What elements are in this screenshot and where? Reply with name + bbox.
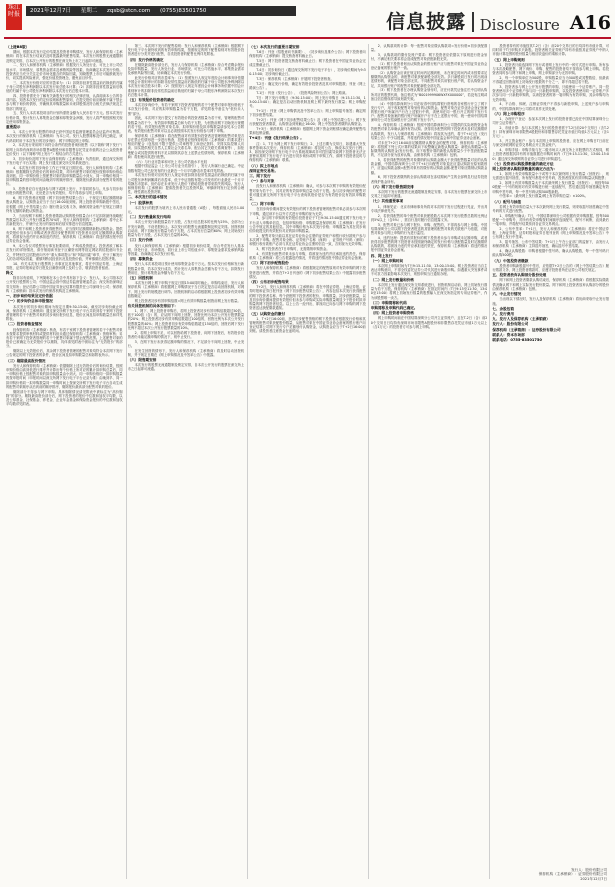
- body-paragraph: 对未在T+2日16:00前足额缴纳认购资金的配售对象，保荐机构（主承销商）将按照下列公式计算的结果向下取整确定新股认购数量：新股认购数量=实际缴纳的认购资金/发行价格。向下取整计算的新股认购数量少于中签获配数量的，不足部分视为放弃认购，由保荐机构（主承销商）包销。: [370, 140, 488, 158]
- body-paragraph: 在初步询价期间提交有效报价的网下投资者管理的配售对象必须参与本次网下申购，通过该平台以外方式进行申购的视为无效。: [249, 207, 366, 216]
- body-paragraph: 4、保荐机构（主承销商）按照中国结算深圳分公司提供的实际划拨资金有效配售对象名单确认最终有效认购。获得初步配售的网下投资者未及时足额缴纳认购款的，发行人与保荐机构（主承销商）将视其为违约，将于T+4日在《发行结果公告》中予以披露，并将违约情况报中国证监会和中国证券业协会备案。: [370, 123, 488, 140]
- footer-date: 2021年12月7日: [580, 876, 607, 881]
- section-title-en: Disclosure: [479, 16, 560, 34]
- body-paragraph: 期间，根据本次发行定价结果及投资者申购情况，发行人和保荐机构（主承销商）将在本次发行结束后及时披露最终配售结果。本次发行的股票无流通限制及锁定安排，自本次公开发行的股票在深交所上市之日起即可流通。: [6, 50, 123, 63]
- body-paragraph: 2、若网上申购不足，可以回拨给网下投资者，向网下回拨后，有效报价投资者仍未能足额申购的情况下，则中止发行。: [127, 330, 245, 339]
- section-subheading: 保荐机构（主承销商）：证券股份有限公司: [492, 327, 561, 332]
- body-paragraph: T-5日：网下投资者提交核查材料截止日；网下投资者在中国证券业协会完成注册截止日。: [249, 59, 366, 68]
- editor-phone: (0755)83501750: [160, 8, 207, 14]
- body-paragraph: 当出现以下情况时，发行人及保荐机构（主承销商）将协商采取中止发行措施。: [492, 297, 609, 306]
- section-subheading: （七）其他重要事项: [370, 199, 404, 204]
- section-subheading: （六）网下发行限售期安排: [370, 184, 414, 189]
- body-paragraph: 在发生回拨的情形下，发行人和保荐机构（主承销商）将及时启动回拨机制，并于规定日期在《网上申购情况及中签率公告》中披露。: [127, 348, 245, 357]
- section-subheading: （五）认购资金的缴付: [249, 311, 286, 316]
- body-paragraph: T+3日：保荐机构（主承销商）根据网上网下资金到账情况确定最终配售结果和包销金额。: [249, 127, 366, 136]
- section-subheading: （七）投资者认购股票数量的确定方法: [492, 161, 554, 166]
- body-paragraph: 10、有关本次发行股票的上市事宜及其他事宜，将在中国证券报、上海证券报、证券时报和证券日报及巨潮资讯网上及时公告，敬请投资者留意。: [6, 261, 123, 270]
- body-paragraph: 3、在网下发行未获得足额申购的情况下，不足部分不向网上回拨，中止发行。: [127, 339, 245, 348]
- body-paragraph: 1、律师见证：北京市律师事务所将对本次网下发行过程进行见证，并出具专项法律意见书。: [370, 204, 488, 213]
- body-paragraph: 投资者申购新股摇号中签后，应依据T+2日公告的《网上中签结果公告》履行缴款义务，网上投资者缴款时，应遵守投资者所在证券公司相关规定。: [492, 263, 609, 273]
- body-paragraph: （3）网下投资者在办理认购资金划付时，应在付款凭证备注栏中注明认购所对应的股票代码，备注格式为“B001999906WXFX000000”，若没有注明或备注信息错误将导致划款失败。: [370, 88, 488, 101]
- footer-issuer: 发行人：股份有限公司: [571, 867, 607, 872]
- section-subheading: 释义: [6, 271, 14, 276]
- body-paragraph: （4）中国结算深圳分公司在取得中国结算银行资格的各家银行开立了网下发行专户，用于收取配售对象划付的认购资金。配售对象在证券业协会登记备案的银行账户所属开户行在上述银行中的，须使用在同一银行开立的网下发行专户；配售对象备案的银行账户所属开户行不在上述银行中的，统一使用中国结算深圳分公司在招商银行开立的网下发行专户。: [370, 101, 488, 123]
- body-paragraph: 发行人和保荐机构（主承销商）依据剔除上述无效报价后的询价结果，按照申购价格由高到低进行排序并计算出每个价格上所对应的累计拟申购总量后，同一申购价格上按配售对象的拟申购数量由小到大、同一申购价格同一拟申购数量的按申报时间（申报时间以深交所网下发行电子平台记录为准）由晚到早、同一拟申购价格同一拟申购数量同一申购时间上按深交所网下发行电子平台自动生成的配售对象顺序从后到前的顺序排序，剔除报价最高部分配售对象的报价。: [6, 363, 123, 389]
- text-column: [371, 44, 488, 879]
- section-subheading: （七）本次发行的重要日期安排: [249, 45, 300, 49]
- section-subheading: （五）网上申购规则: [492, 57, 525, 62]
- body-paragraph: T-2日：确定发行价格，确定有效报价投资者及其可申购股数；刊登《网上路演公告》。: [249, 82, 366, 91]
- section-divider: [472, 12, 474, 32]
- section-title-cn: 信息披露: [386, 11, 467, 33]
- body-paragraph: 2、若获得配售的单个配售对象获配股数占本次网下发行股票总数的比例达到5%以上（含5%），需自行及时履行信息披露义务。: [370, 213, 488, 222]
- body-paragraph: 3、初步询价及网下发行由保荐机构（主承销商）负责组织，通过深交所网下发行电子平台实施；网上发行通过深交所交易系统进行。: [6, 156, 123, 165]
- section-subheading: （四）网上投资者申购资格: [370, 311, 414, 316]
- section-subheading: （三）申购简称和代码: [370, 300, 407, 305]
- body-paragraph: 1、投资者只能选择网下发行或者网上发行中的一种方式进行申购。所有参与本次战略配售、网下询价、申购、配售的投资者均不得再参与网上申购。若投资者同时参与网下和网上申购，网上申购部分为无效申购。: [492, 62, 609, 76]
- section-subheading: 四、网上发行: [370, 253, 393, 258]
- section-subheading: 五、投资者放弃认购部分股份处理: [492, 273, 547, 278]
- body-paragraph: 4、申购手续：申购手续与在二级市场买入深交所上市股票的方式相同，网上投资者根据其持有的市值数据在申购时间内（T日9:15-11:30，13:00-15:00）通过深交所联网的各证券公司进行申购委托。: [492, 148, 609, 161]
- section-subheading: （二）发行数量和发行结构: [127, 215, 171, 220]
- body-paragraph: 2、每一个申购单位为500股，申购数量应当为500股或其整数倍，但最高不得超过回拨前网上初始发行股数的千分之一，即不得超过若干股。: [492, 76, 609, 85]
- body-paragraph: 4、违约处理：提供有效报价的网下投资者未参与申购或未足额申购，或者获得初步配售的网下投资者未按照最终确定的发行价格与获配数量及时足额缴纳认购款的，将被视为违约并应承担违约责任，保荐机构（主承销商）将违约情况报中国证券业协会备案。: [370, 235, 488, 253]
- section-subheading: （六）限售期安排: [127, 357, 157, 362]
- body-paragraph: 经保荐机构（主承销商）核查，有若干家网下投资者管理的若干个配售对象未按要求提供审核材料或提供材料但未通过保荐机构（主承销商）资格审核；另有若干家网下投资者管理的若干个配售对象属于禁止配售范围。上述配售对象的报价已被确定为无效报价予以剔除，具体请见附表中被标注为“无效报价”的部分。: [6, 327, 123, 349]
- body-paragraph: 2、认购款项的计算：每一配售对象应缴认购款项=发行价格×初步获配数量。: [370, 44, 488, 53]
- body-paragraph: 发行人和保荐机构（主承销商）根据初步询价结果，综合考虑发行人基本面、所处行业、市场情况、同行业上市公司估值水平、募集资金需求及承销风险等因素，协商确定本次发行价格。: [127, 243, 245, 256]
- section-subheading: 联系电话：0755-83501750: [492, 337, 542, 342]
- body-paragraph: 3、认购款项的缴付及账户要求：网下投资者应依据以下原则进行资金划付，不满足相关要求将会造成配售对象获配新股无效。: [370, 53, 488, 62]
- body-paragraph: 本次初步询价中，有若干家网下投资者管理的若干个配售对象申报价格低于本次发行价格，对应的拟申购数量为若干万股，详见附表中备注为“低价未入围”部分。: [127, 103, 245, 116]
- section-subheading: 二、本次发行的基本情况: [127, 195, 168, 200]
- body-paragraph: 本次发行价格对应的发行人规定年度扣除非经常性损益前后孰低的归属于母公司股东净利润摊薄后市盈率，低于中证指数有限公司发布的行业最近一个月平均静态市盈率，但仍存在未来发行人股价下跌给投资者带来损失的风险。发行人和保荐机构（主承销商）提请投资者关注投资风险，审慎研判发行定价的合理性，理性做出投资决策。: [127, 173, 245, 195]
- section-subheading: （五）回拨机制: [127, 275, 153, 280]
- body-paragraph: 在剔除最高报价部分后，发行人与保荐机构（主承销商）综合考虑剩余报价及拟申购数量、发行人所处行业、市场情况、可比公司估值水平、募集资金需求及承销风险等因素，协商确定本次发行价格。: [127, 62, 245, 76]
- section-subheading: （五）有效报价投资者的确定: [127, 98, 175, 103]
- body-paragraph: T+1日：刊登《网上申购情况及中签率公告》；网上申购摇号抽签；确定网下初步配售结果。: [249, 109, 366, 118]
- section-subheading: 重要提示: [6, 125, 21, 130]
- body-paragraph: 本次发行的初步询价期间为规定日期9:30-15:00。截至初步询价截止时间，保荐机构（主承销商）通过深交所网下发行电子平台共收到若干家网下投资者管理的若干个配售对象的初步询价报价信息，报价区间及拟申购数量总和详见附表。: [6, 304, 123, 322]
- body-paragraph: 本次发行的股票无流通限制及锁定安排，自本次公开发行的股票在深交所上市之日起即可流通。: [127, 363, 245, 372]
- section-subheading: 三、网下发行: [249, 174, 271, 179]
- body-paragraph: （六）与行业市盈率和可比上市公司估值水平比较: [134, 159, 208, 164]
- body-paragraph: T-1日：刊登《发行公告》、《投资风险特别公告》；网上路演。: [256, 91, 349, 95]
- body-paragraph: 8、网下和网上投资者获得配售后，应当按时足额缴纳新股认购资金。提供有效报价但未参与申购或者获得初步配售的网下投资者未及时足额缴纳认购款的，将被视为违约并应承担违约责任，保荐机构（主承销商）将违约情况报中国证券业协会备案。: [6, 226, 123, 244]
- body-paragraph: 网上申购时间前在中国结算深圳分公司开立证券账户、且在T-2日（含）前20个交易日日均持有深圳市场非限售A股股份和非限售存托凭证市值1万元以上（含1万元）的投资者方可参与网上申购。: [370, 316, 488, 329]
- body-paragraph: （1）网下投资者划出认购资金的银行账户应与配售对象在中国证券业协会登记备案的银行账户一致。: [370, 62, 488, 71]
- section-subheading: （一）股票种类: [127, 200, 153, 205]
- section-subheading: 一、初步询价结果及定价依据: [6, 294, 53, 299]
- section-subheading: 发行人：股份有限公司: [492, 322, 529, 327]
- page-number: A16: [569, 12, 611, 34]
- section-subheading: （一）参与对象: [249, 179, 275, 184]
- header-meta-bar: [26, 6, 296, 16]
- body-paragraph: 发行人和保荐机构（主承销商）将根据规定的配售原则对有效申购的网下投资者进行配售，并将在T+2日刊登的《网下初步配售结果公告》中披露初步配售情况。: [249, 266, 366, 279]
- body-paragraph: 除非另有说明，下列简称在本公告中具有如下含义：发行人、本公司指本次公开发行股票的公司；中国证监会指中国证券监督管理委员会；深交所指深圳证券交易所；登记结算公司指中国证券登记结算有限责任公司深圳分公司；保荐机构（主承销商）指本次发行的保荐机构及主承销商。: [6, 276, 123, 293]
- section-subheading: 有关回拨机制的具体安排如下：: [127, 303, 178, 308]
- text-column: [6, 44, 123, 879]
- section-subheading: 六、中止发行情况: [492, 292, 522, 297]
- body-paragraph: 网上投资者初步有效申购倍数=网上有效申购数量/回拨前网上发行数量。: [134, 298, 241, 303]
- body-paragraph: 3、网下投资者在T日申购时，无需缴纳申购资金。: [256, 247, 330, 252]
- text-column: [128, 44, 245, 879]
- body-paragraph: 剔除以上无效报价后，其余网下投资者管理的配售对象均符合本次网下发行公告规定的网下投资者的条件，报价区间及拟申购数量总和如附表所示。: [6, 349, 123, 358]
- section-subheading: 网上投资者认购股票数量的确定方法为：: [492, 167, 558, 172]
- body-paragraph: 7、当出现网下和网上投资者缴款认购的股份数量合计不足扣除最终战略配售数量后本次公开发行数量的70%时，发行人和保荐机构（主承销商）将中止本次新股发行，并就中止发行的原因和后续安排进行信息披露。: [6, 213, 123, 227]
- section-subheading: 申购简称及申购代码已确定。: [370, 305, 418, 310]
- body-paragraph: 三、本次发行价格对应的市盈率为：（1）扣除非经常性损益前后孰低的归属于母公司股东净利润除以本次发行前总股本计算；（2）扣除非经常性损益前后孰低的归属于母公司股东净利润除以本次发行后总股本计算。: [6, 80, 123, 94]
- body-paragraph: （2）认购资金应该在规定时间内足额到账，未在规定时间内或未按要求足额缴纳认购资金的，该配售对象获配新股全部无效。多只新股同日发行时出现前述情形的，该配售对象全部无效。不同配售对象共用银行账户的，若认购资金不足，共用银行账户的配售对象获配新股全部无效。: [370, 71, 488, 88]
- issue-weekday: 星期二: [80, 8, 98, 14]
- newspaper-logo: 珠江时报: [6, 4, 22, 30]
- body-paragraph: 网下和网上投资者缴款认购结束后，保荐机构（主承销商）将根据实际缴款情况确认网下和网上实际发行股份数量。网下和网上投资者放弃认购部分的股份由保荐机构（主承销商）包销。: [492, 278, 609, 291]
- body-paragraph: 3、摇号抽签、公布中签结果：T+1日上午在公证部门的监督下，由发行人和保荐机构（主承销商）主持摇号抽签，确认摇号中签结果。: [492, 240, 609, 249]
- body-paragraph: T+2日，发行人和保荐机构（主承销商）将在中国证券报、上海证券报、证券时报和证券日报刊登《网下初步配售结果公告》，内容包括本次发行获得配售的网下投资者名称、每个获配网下投资者的报价、申购数量、初步获配数量，以及初步询价期间提供有效报价但未参与申购或实际申购数量明显少于报价时拟申购量的网下投资者信息。以上公告一经刊出，即视同已向参与网下申购的网下投资者送达获配缴款通知。: [249, 285, 366, 311]
- body-paragraph: 若网上有效申购总量大于本次最终网上发行数量，则采取摇号抽签确定中签号码的方式进行配售。: [492, 204, 609, 214]
- body-paragraph: 因此，本次网下发行提交了有效报价的投资者数量为若干家，管理的配售对象数量为若干个，有效拟申购数量总和为若干万股，为回拨前网下初始发行规模的若干倍。有效报价配售对象名单、拟申购价格及拟申购数量请参见本公告附表。有效报价配售对象可以且必须按照本次发行价格参与网下申购。: [127, 116, 245, 134]
- body-paragraph: 2、配售对象只能以其在证券业协会注册的证券账户和银行收付款账户参与本次网下申购。配售对象全称、证券账户名称（深圳）、证券账户号码（深圳）和银行收付款账户必须与其在证券业协会注册的信息一致，否则视为无效申购。: [249, 233, 366, 247]
- body-paragraph: 剔除部分不得参与网下申购。具体剔除情况请见附表中被标注为“高价剔除”的部分。剔除最高报价部分后，网下投资者的报价中位数和加权平均数，以及公募基金、社保基金、养老金、企业年金基金和保险资金报价的中位数和加权平均数详见附表。: [6, 389, 123, 407]
- body-paragraph: 1、本次公开发行股票的申请已获中国证券监督管理委员会证监许可核准。本次发行的保荐机构（主承销商）为本公司。发行人股票简称及代码已确定，该代码同时用于本次发行的初步询价、网下申购及网上申购。: [6, 130, 123, 143]
- section-subheading: （二）网下申购: [249, 202, 275, 207]
- section-subheading: （四）发行价格的确定: [127, 57, 164, 62]
- body-paragraph: 注：1、T日为网上网下发行申购日；2、上述日期为交易日，如遇重大突发事件影响本次发行，保荐机构（主承销商）将及时公告，修改本次发行日程；3、如因深交所网下发行电子平台系统故障或非可控因素导致网下投资者无法正常使用其网下发行电子平台进行初步询价或网下申购工作，请网下投资者及时与保荐机构（主承销商）联系。: [249, 141, 366, 163]
- section-subheading: （四）募集资金: [127, 257, 153, 262]
- body-paragraph: 四、投资者需充分了解有关新股发行的相关法律法规，认真阅读本公告的各项内容，知悉本次发行的定价原则和配售原则，在提交报价前应确保不属于禁止参与网下询价的情形，并确保其申购数量和未来持股情况符合相关法律法规及主管部门的规定。: [6, 94, 123, 111]
- footer-underwriter: 保荐机构（主承销商）：证券股份有限公司: [538, 872, 607, 877]
- body-paragraph: 1、申购配号确认：T日，中国结算深圳分公司根据有效申购数据，按每500股配一个申购号，对所有有效申购按时间顺序连续配号，配号不间断，直到最后一笔申购，并将配号结果传到各证券交易网点。: [492, 213, 609, 227]
- body-paragraph: 投资者持有的市值按其T-2日（含）前20个交易日的日均持有市值计算，可同时用于T日申购多只新股。投资者相关证券账户持有市值按其证券账户中纳入市值计算范围的股份数量与相应收盘价的乘积计算。: [492, 44, 609, 57]
- editor-email: zqsb@stcn.com: [107, 8, 151, 14]
- section-subheading: 九、发行人及保荐机构（主承销商）: [492, 317, 550, 322]
- body-paragraph: 3、配售对象已参与网下报价、申购、配售的，不得再参与网上申购。中国结算深圳分公司以网下投资者报送的其管理的配售对象的关联账户为依据，对配售对象参与网上申购的行为进行监控。: [370, 222, 488, 236]
- section-subheading: 七、余股包销: [492, 306, 514, 311]
- body-paragraph: 发行人本次募投项目预计使用募集资金若干万元。按本次发行价格和发行新股数量计算，若本次发行成功，预计发行人募集资金总额为若干万元，扣除发行费用后，预计募集资金净额为若干万元。: [127, 262, 245, 275]
- body-paragraph: 5、若获得配售的配售对象缴纳的认购款金额大于获得配售数量对应的认购款金额，中国结算深圳分公司于T+4日向配售对象退还应退认购款至原划款账户，应退认购款金额=配售对象有效缴付的认购款金额-配售对象应缴纳认购款金额。: [370, 158, 488, 175]
- body-paragraph: 1、参与网下申购的有效报价投资者应于T日9:30-15:00通过网下发行电子平台录入申购单信息，包括申购价格、申购数量及保荐机构（主承销商）在发行公告中规定的其他信息。其中申购价格为本次发行价格；申购数量为其在初步询价阶段提交的有效报价对应的拟申购数量。: [249, 216, 366, 234]
- body-paragraph: 5、投资者应自行选择参与网下或网上发行，不得同时参与。凡参与初步询价报价的配售对象，无论是否为有效报价，均不得再参与网上申购。: [6, 187, 123, 196]
- section-subheading: （一）初步询价总体申报情况: [6, 299, 53, 304]
- body-paragraph: 4、不合格、休眠、注销证券账户不得参与新股申购，上述账户参与申购的，中国结算深圳分公司将对其作无效处理。: [492, 102, 609, 111]
- section-subheading: （上接B8版）: [6, 45, 30, 49]
- section-subheading: （二）投资者核查情况: [6, 322, 42, 327]
- section-subheading: （六）网上申购程序: [492, 111, 525, 116]
- body-paragraph: 4、有效报价配售对象未参与申购，将被视为违约并应承担违约责任。保荐机构（主承销商）将公告披露违约情况，并将违约情况报中国证券业协会备案。: [249, 251, 366, 261]
- body-paragraph: 2、公布中签率：T+1日，发行人和保荐机构（主承销商）将在中国证券报、上海证券报、证券时报和证券日报刊登的《网上申购情况及中签率公告》中公布网上发行中签率。: [492, 227, 609, 240]
- body-paragraph: 9、本公告仅对股票发行事宜扼要说明，不构成投资建议。投资者欲了解本次发行的详细情况，请仔细阅读刊登于巨潮资讯网等指定网站的招股意向书全文，并特别关注招股意向书中“重大事项提示”和“风险因素”章节，充分了解发行人的各项风险因素，谨慎判断其经营状况及投资价值，并审慎做出投资决策。: [6, 244, 123, 261]
- body-paragraph: 本次发行的股票为境内上市人民币普通股（A股），每股面值人民币1.00元。: [127, 205, 245, 215]
- text-column: [249, 44, 366, 879]
- body-paragraph: 1、T+2日16:00前，获得初步配售资格的网下投资者应根据发行价格和其管理的配售对象获配股份数量，从配售对象在中国证券业协会备案的银行账户向登记结算公司网下发行专户足额划付认购资金，认购资金应当于T+2日16:00前到账。请投资者注意资金在途时间。: [249, 316, 366, 334]
- body-paragraph: 本次发行网上网下申购于规定日期15:00同时截止。申购结束后，发行人和保荐机构（主承销商）将根据网上申购情况于当日决定是否启动回拨机制，对网下、网上发行的规模进行调节。回拨机制的启动将根据网上投资者初步有效申购倍数确定：: [127, 281, 245, 298]
- body-paragraph: 3、投资者参与网上公开发行股票的申购，只能使用一个证券账户。同一投资者使用多个证券账户参与同一只新股申购的，以及投资者使用同一证券账户多次参与同一只新股申购的，以该投资者的第一笔申购为有效申购，其余申购均为无效申购。: [492, 85, 609, 102]
- section-subheading: 联系人：资本市场部: [492, 332, 525, 337]
- section-subheading: 深圳证券交易所。: [249, 168, 278, 173]
- body-paragraph: 1、网下、网上投资者申购后，若网上投资者初步有效申购倍数超过50倍、低于100倍（含）的，应从网下向网上回拨，回拨比例为本次公开发行股票数量的20%；网上投资者初步有效申购倍数超过100倍的，回拨比例为本次公开发行股票数量的40%；网上投资者初步有效申购倍数超过150倍的，回拨后网下发行比例不超过本次公开发行股票数量的10%。: [127, 308, 245, 330]
- body-paragraph: T-3日：保荐机构（主承销商）开展网下投资者核查。: [256, 77, 334, 82]
- header-rule: [4, 37, 611, 39]
- body-paragraph: 4、确认认购股数：申购者根据中签号码，确认认购股数，每一中签号码只能认购500股。: [492, 249, 609, 258]
- body-paragraph: 本次网下发行的股票无流通限制及锁定安排，自本次发行股票在深交所上市交易之日起即可流通。: [370, 190, 488, 199]
- body-paragraph: T+2日：刊登《网下初步配售结果公告》及《网上中签结果公告》；网下发行获配投资者缴款，认购资金到账截止16:00；网上中签投资者缴纳认购资金。: [249, 118, 366, 127]
- section-subheading: （八）配号与抽签: [492, 199, 522, 204]
- body-paragraph: 2、如网上有效申购数量大于本次最终网上发行数量（回拨后），则按每500股配一个号的规则对有效申购进行统一连续配号，然后通过摇号抽签确定有效申购中签号码，每一中签号码认购500股新股。: [492, 181, 609, 194]
- issue-date: 2021年12月7日: [30, 8, 71, 14]
- body-paragraph: 根据中国证监会《上市公司行业分类指引》，发行人所属行业已确定。中证指数有限公司已经发布的行业最近一个月平均静态市盈率详见附表。: [127, 164, 245, 173]
- page-footer: [539, 868, 607, 881]
- body-paragraph: 保荐机构（主承销商）将在配售前对有效报价投资者及管理的配售对象是否存在禁止性情形进一步进行核查，投资者应按保荐机构（主承销商）的要求进行相应的配合（包括但不限于提供公司章程等工商登记资料、安排实际控制人访谈、如实提供相关自然人主要社会关系名单、配合其它关联关系调查等），如拒绝配合或其提供的材料不足以排除其存在上述禁止性情形的，保荐机构（主承销商）将拒绝向其进行配售。: [127, 133, 245, 159]
- body-paragraph: 1、办理开户登记：参加本次网上发行的投资者需已经在中国结算深圳分公司开立证券账户。: [492, 117, 609, 126]
- article-columns: [6, 44, 609, 879]
- body-paragraph: 本次公开发行新股数量若干万股，占发行后总股本的比例为25%，全部为公开发行新股，不设老股转让。本次发行的股票无流通限制及锁定安排。回拨机制启动前，网下初始发行数量为若干万股，占本次发行总量的60%；网上初始发行数量为若干万股，占本次发行总量的40%。: [127, 220, 245, 238]
- section-heading: [386, 8, 611, 34]
- text-column: [492, 44, 609, 879]
- body-paragraph: 二、发行人和保荐机构（主承销商）根据发行人所处行业、可比上市公司估值水平、市场情况、募集资金需求及承销风险等因素，协商确定本次发行价格。投资者应当充分关注定价市场化蕴含的风险因素，知晓股票上市后可能跌破发行价，切实提高风险意识，强化价值投资理念，避免盲目炒作。: [6, 63, 123, 81]
- body-paragraph: 3、开立资金账户：参与本次网上申购的投资者，应在网上申购日T日前在与深交所联网的证券交易网点开立资金账户。: [492, 139, 609, 148]
- section-subheading: （九）中签投资者缴款: [492, 258, 529, 263]
- body-paragraph: 第三、本次网下发行的配售原则：发行人和保荐机构（主承销商）根据网下发行电子平台最终收到的有效申购结果，按照规定的网下配售原则对有效报价投资者进行分类并进行配售，各类投资者的配售比例详见附表。: [127, 44, 245, 57]
- body-paragraph: T-4日：初步询价日（通过深交所网下发行电子平台），初步询价期间为9:30-15:00；初步询价截止日。: [249, 68, 366, 77]
- body-paragraph: 6、网下投资者缴纳的全部认购款项在冻结期间产生的全部利息归证券投资者保护基金所有。: [370, 175, 488, 184]
- body-paragraph: 2、市值计算：参与本次网上发行的投资者需于T-2日前20个交易日（含T-2日）持有深圳市场非限售A股股份和非限售存托凭证市值日均值1万元以上（含1万元）。: [492, 126, 609, 139]
- section-subheading: 八、发行费用: [492, 311, 514, 316]
- body-paragraph: T-6日：刊登《招股意向书摘要》、《初步询价及推介公告》；网下投资者向保荐机构（主承销商）提交核查材料截止日。: [249, 50, 366, 59]
- body-paragraph: 本次网上申购时间为T日9:15-11:30、13:00-15:00。网上投资者应当自主表达申购意向，不得全权委托证券公司代其进行新股申购。如遇重大突发事件或不可抗力因素影响本次发行，则按申购当日通知办理。: [370, 264, 488, 277]
- section-subheading: （三）网下初步配售股份: [249, 261, 289, 266]
- body-paragraph: 此发行价格对应的市盈率为：（1）按照发行人规定年度经会计师事务所依据中国会计准则审计的扣除非经常性损益前后孰低的归属于母公司股东净利润除以本次发行前总股本计算；（2）按照发行人规定年度经会计师事务所依据中国会计准则审计的扣除非经常性损益前后孰低的归属于母公司股东净利润除以本次发行后总股本计算。: [127, 76, 245, 97]
- body-paragraph: 五、发行人本次募投项目的计划所需资金额为人民币若干万元。按本次发行价格计算，预计发行人募集资金总额和募集资金净额，发行人将严格按照相关规定使用募集资金。: [6, 111, 123, 124]
- section-subheading: （四）公布初步配售结果: [249, 280, 289, 285]
- body-paragraph: 1、如网上有效申购数量小于或等于本次最终网上发行数量（回拨后），则无需进行摇号抽签，所有配号都是中签号码，投资者按其有效申购量认购股票；: [492, 172, 609, 181]
- body-paragraph: 4、本次发行的初步询价工作已于规定日期完成。发行人和保荐机构（主承销商）根据剔除无效报价后的询价结果，对所有配售对象的报价按照申购价格由高到低、同一申购价格上按配售对象的拟申购数量由小到大、同一申购价格同一拟申购数量的按申报时间由晚到早的顺序排序，剔除报价最高部分配售对象的报价。: [6, 165, 123, 187]
- body-paragraph: 本次网上发行通过深交所交易系统进行，回拨机制启动前，网上初始发行数量为若干万股。保荐机构（主承销商）在指定时间内（T日9:15至11:30，13:00至15:00）将网上初始发行数量的股票输入在深交所指定的专用证券账户，作为该股票唯一卖方。: [370, 282, 488, 300]
- section-subheading: （一）网上申购时间: [370, 258, 404, 263]
- body-paragraph: 中签率=（最终网上发行数量/网上有效申购总量）×100%。: [499, 194, 588, 199]
- body-paragraph: T日：网下发行申购日（9:30-15:00）；网上发行申购日（9:15-11:30，13:00-15:00）；确定是否启动回拨机制及网上网下最终发行数量；网上申购配号。: [249, 95, 366, 109]
- section-subheading: （二）网上发行数量和价格: [370, 277, 414, 282]
- page-header: [0, 0, 615, 38]
- body-paragraph: 2、本次发行采用网下向符合条件的投资者询价配售（以下简称“网下发行”）和网上向持有深圳市场非限售A股股份和非限售存托凭证市值的社会公众投资者定价发行（以下简称“网上发行”）相结合的方式进行。: [6, 143, 123, 156]
- section-subheading: （三）发行价格: [127, 238, 153, 243]
- section-subheading: （八）拟上市地点: [249, 163, 278, 168]
- body-paragraph: 经发行人和保荐机构（主承销商）确认，可参与本次网下申购的有效报价配售对象为若干个，其对应的有效拟申购总量为若干万股。参与初步询价的配售对象可通过深交所网下发行电子平台查询其报价是否为有效报价及有效拟申购数量。: [249, 184, 366, 202]
- body-paragraph: 6、网下投资者应根据《网下初步配售结果公告》，于规定日期足额缴纳新股认购资金，认购资金应当于当日16:00前到账。网上投资者申购新股中签后，应根据《网上中签结果公告》履行资金交收义务，确保其资金账户在规定日期日终有足额的新股认购资金。: [6, 196, 123, 213]
- section-subheading: T+4日：刊登《发行结果公告》。: [249, 136, 304, 141]
- section-subheading: （三）剔除最高报价情况: [6, 358, 46, 363]
